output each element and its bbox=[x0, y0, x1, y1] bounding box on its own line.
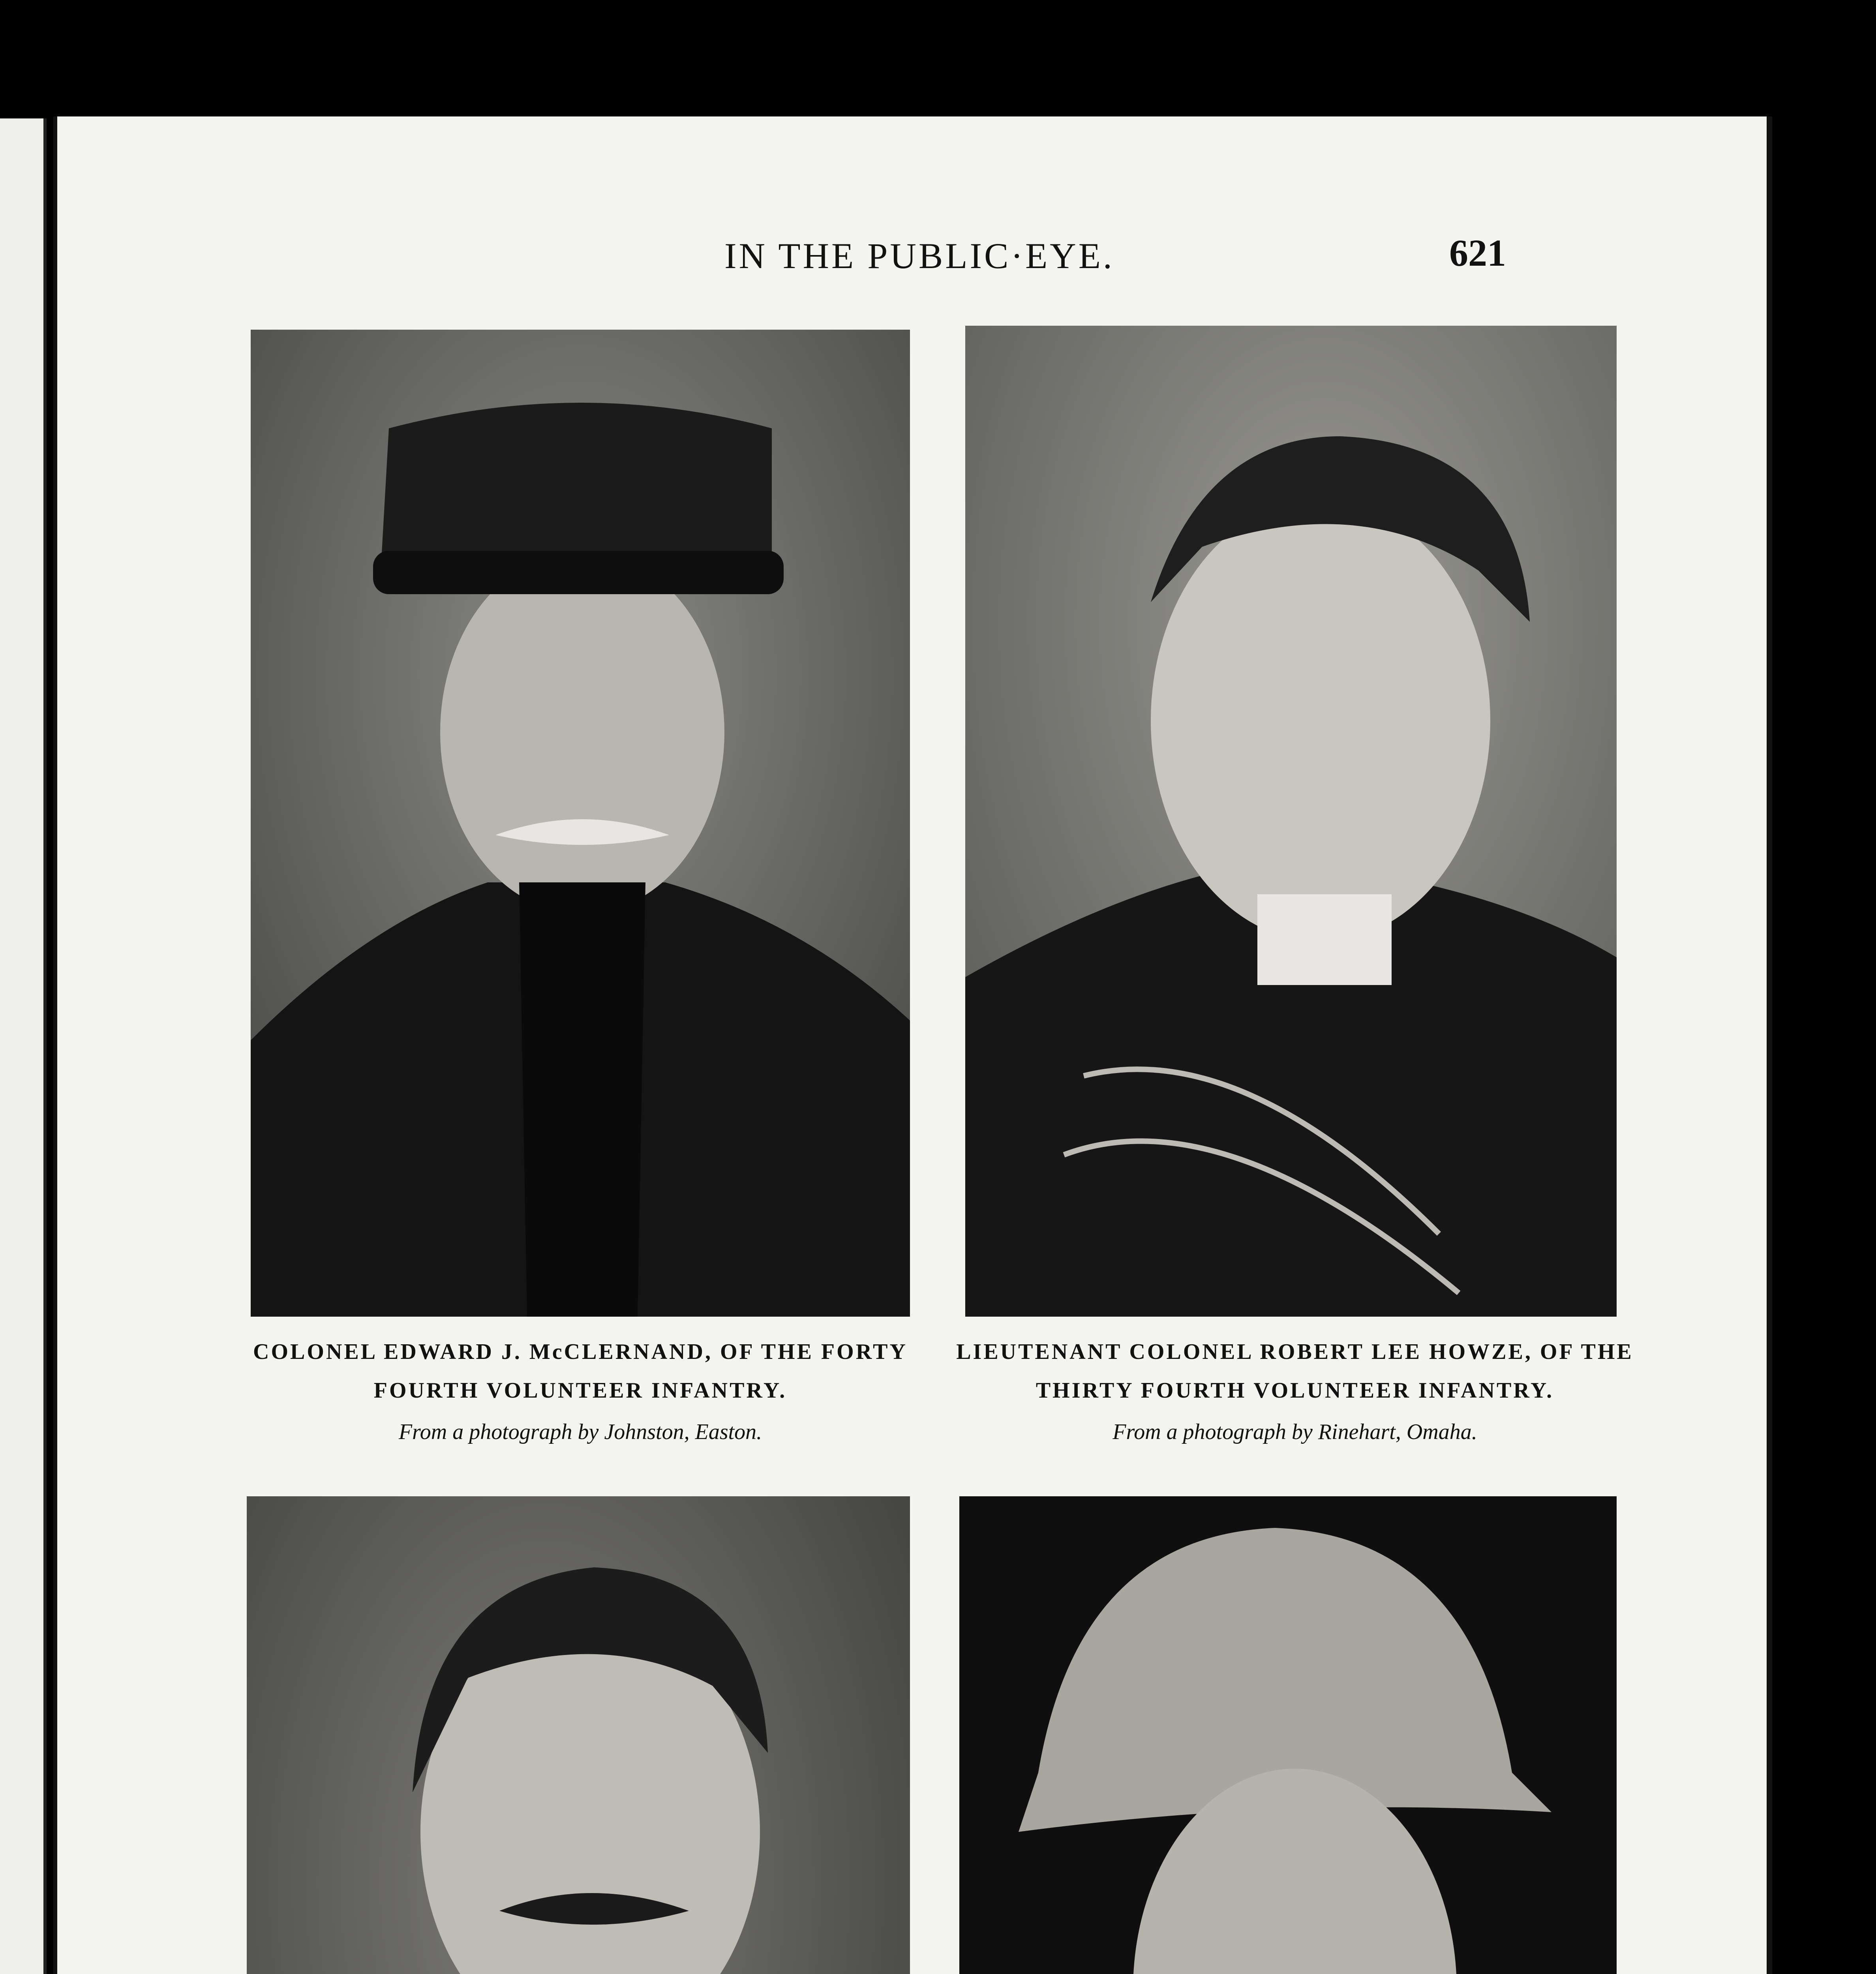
caption-mcclernand bbox=[223, 1332, 938, 1452]
portrait-photo-howze bbox=[965, 326, 1617, 1317]
caption-credit: From a photograph by Johnston, Easton. bbox=[398, 1420, 762, 1444]
portrait-photo-anderson bbox=[959, 1496, 1617, 1974]
caption-howze bbox=[926, 1332, 1664, 1452]
page-header bbox=[57, 232, 1767, 290]
portrait-photo-mcclernand bbox=[251, 330, 910, 1317]
facing-page-edge bbox=[0, 118, 47, 1974]
magazine-page bbox=[53, 116, 1772, 1974]
caption-name: LIEUTENANT COLONEL ROBERT LEE HOWZE, OF THE THIRTY FOURTH VOLUNTEER INFANTRY. bbox=[956, 1340, 1634, 1403]
portrait-photo-plummer bbox=[247, 1496, 910, 1974]
page-number: 621 bbox=[1449, 232, 1506, 274]
running-title: IN THE PUBLIC·EYE. bbox=[724, 236, 1114, 276]
caption-name: COLONEL EDWARD J. McCLERNAND, OF THE FORTY FOURTH VOLUNTEER INFANTRY. bbox=[253, 1340, 908, 1403]
caption-credit: From a photograph by Rinehart, Omaha. bbox=[1112, 1420, 1477, 1444]
